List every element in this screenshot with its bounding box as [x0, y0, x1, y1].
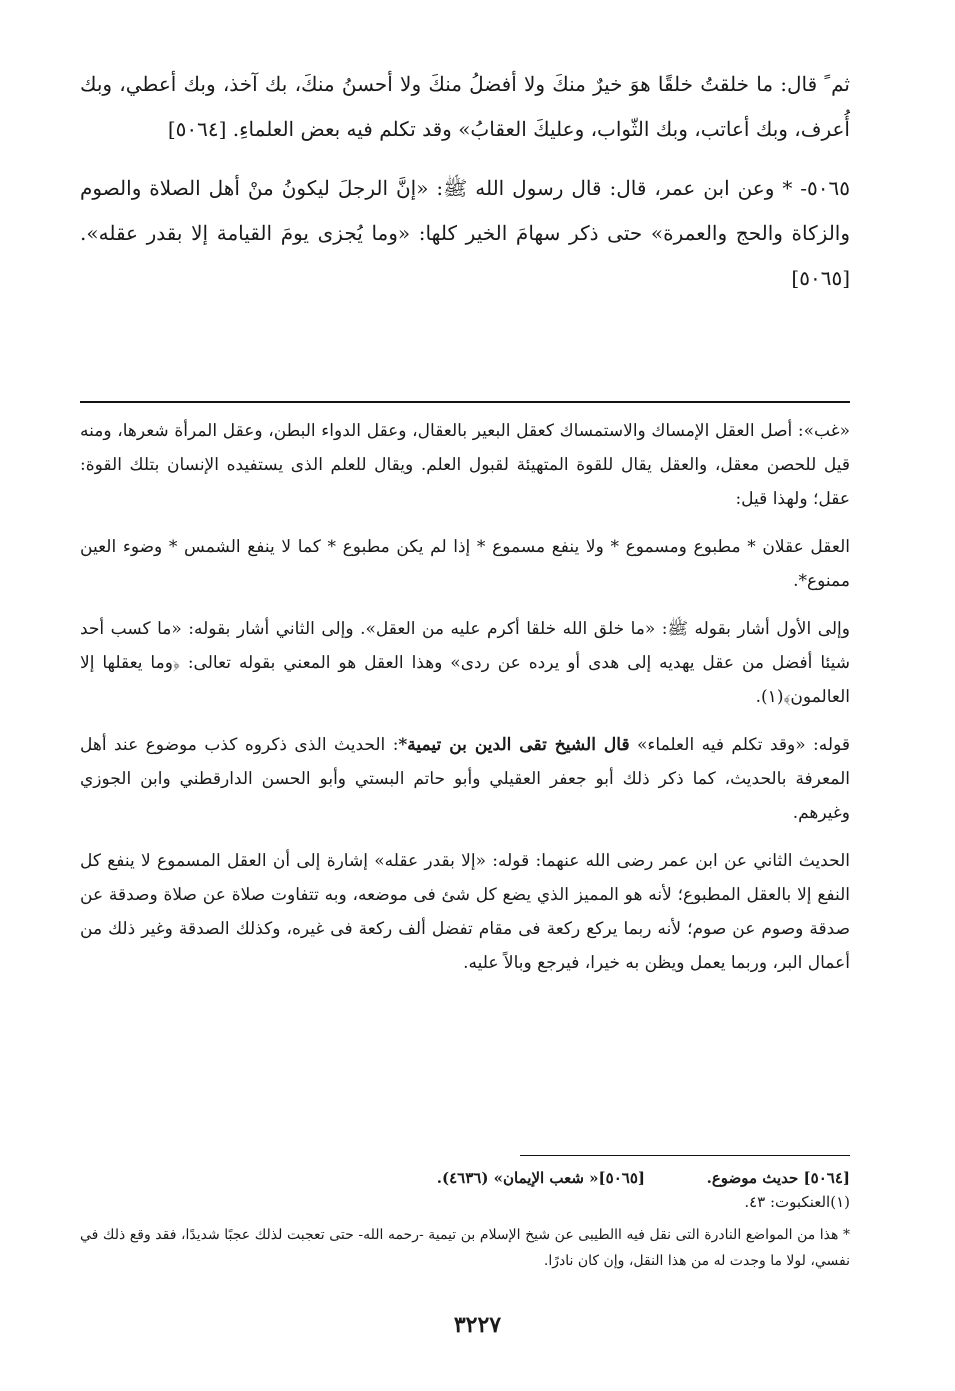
- hadith-paragraph-5065: ٥٠٦٥- * وعن ابن عمر، قال: قال رسول الله ﷺ: «إنَّ الرجلَ ليكونُ منْ أهل الصلاة والصوم والزكاة والحج والعمرة» حتى ذكر سهامَ الخير كلها: «وما يُجزى يومَ القيامة إلا بقدر عقله». [٥٠٦٥]: [80, 176, 850, 290]
- page-number: ٣٢٢٧: [453, 1312, 502, 1338]
- main-divider: [80, 401, 850, 403]
- hadith-text: [80, 62, 850, 315]
- commentary-verse: العقل عقلان * مطبوع ومسموع * ولا ينفع مسموع * إذا لم يكن مطبوع * كما لا ينفع الشمس * وضوء العين ممنوع*.: [80, 537, 850, 591]
- footnote-1: (١)العنكبوت: ٤٣.: [744, 1193, 850, 1211]
- commentary-paragraph: الحديث الثاني عن ابن عمر رضى الله عنهما: قوله: «إلا بقدر عقله» إشارة إلى أن العقل المسموع لا ينفع كل النفع إلا بالعقل المطبوع؛ لأنه هو المميز الذي يضع كل شئ فى موضعه، وبه تتفاوت صلاة عن صلاة وصدقة عن صدقة وصوم عن صوم؛ لأنه ربما يركع ركعة فى مقام تفضل ألف ركعة فى غيره، وكذلك الصدقة وغير ذلك من أعمال البر، وربما يعمل ويظن به خيرا، فيرجع وبالاً عليه.: [80, 851, 850, 973]
- footnote-ref-5065: [٥٠٦٥]« شعب الإيمان» (٤٦٣٦).: [436, 1169, 645, 1187]
- commentary-text-run: : الحديث الذى ذكروه كذب موضوع عند أهل المعرفة بالحديث، كما ذكر ذلك أبو جعفر العقيلي وأبو حاتم البستي وأبو الحسن الدارقطني وابن الجوزي وغيرهم.: [80, 735, 850, 823]
- commentary-paragraph: وإلى الأول أشار بقوله ﷺ: «ما خلق الله خلقا أكرم عليه من العقل». وإلى الثاني أشار بقوله: «ما كسب أحد شيئا أفضل من عقل يهديه إلى هدى أو يرده عن ردى» وهذا العقل هو المعني بقوله تعالى: ﴿وما يعقلها إلا العالمون﴾(١).: [80, 619, 850, 707]
- hadith-paragraph-5064: ثم ً قال: ما خلقتُ خلقًا هوَ خيرٌ منكَ ولا أفضلُ منكَ ولا أحسنُ منكَ، بك آخذ، وبك أعطي، وبك أُعرف، وبك أعاتب، وبك الثّواب، وعليكَ العقابُ» وقد تكلم فيه بعض العلماءِ. [٥٠٦٤]: [80, 72, 850, 141]
- ibn-taymiyya-citation: قال الشيخ تقى الدين بن تيمية*: [398, 735, 630, 755]
- footnote-ref-5064: [٥٠٦٤] حديث موضوع.: [706, 1169, 850, 1187]
- footnote-star: * هذا من المواضع النادرة التى نقل فيه االطيبى عن شيخ الإسلام بن تيمية -رحمه الله- حتى تعجبت لذلك عجبًا شديدًا، فقد وقع ذلك في نفسي، لولا ما وجدت له من هذا النقل، وإن كان نادرًا.: [80, 1227, 850, 1269]
- commentary-paragraph: [80, 728, 850, 830]
- commentary-quote: قوله: «وقد تكلم فيه العلماء»: [629, 735, 850, 755]
- commentary-text: [80, 414, 850, 994]
- footnote-divider: [520, 1155, 850, 1156]
- commentary-paragraph: «غب»: أصل العقل الإمساك والاستمساك كعقل البعير بالعقال، وعقل الدواء البطن، وعقل المرأة شعرها، ومنه قيل للحصن معقل، والعقل يقال للقوة المتهيئة لقبول العلم. ويقال للعلم الذى يستفيده الإنسان بتلك القوة: عقل؛ ولهذا قيل:: [80, 421, 850, 509]
- footnote-refs-row: [80, 1166, 850, 1190]
- footnotes: [80, 1166, 850, 1288]
